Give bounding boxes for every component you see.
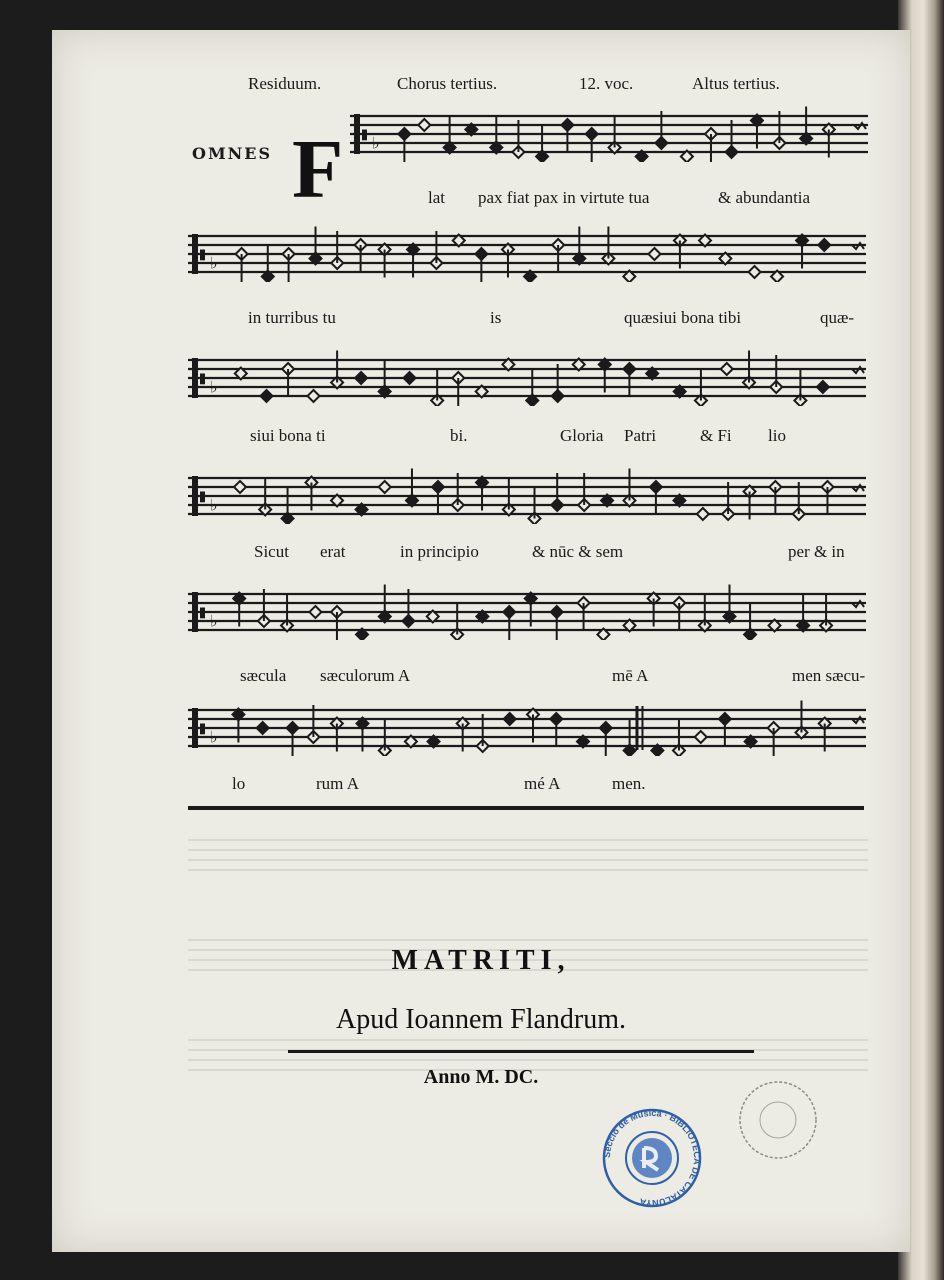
note-head	[697, 508, 709, 520]
note-head	[309, 606, 321, 618]
note-head	[418, 119, 430, 131]
final-barline	[635, 706, 638, 750]
stamp-text: Secció de Música · BIBLIOTECA DE CATALUNYA	[601, 1107, 703, 1209]
note-head	[379, 481, 391, 493]
lyric-line-5	[188, 666, 868, 690]
flat-sign: ♭	[210, 611, 218, 631]
flat-sign: ♭	[210, 727, 218, 747]
lyric-syllable: erat	[320, 542, 346, 561]
lyric-syllable: lio	[768, 426, 786, 445]
lyric-syllable: lat	[428, 188, 445, 207]
end-rule	[188, 806, 864, 810]
clef-mark	[200, 250, 205, 261]
library-stamp	[600, 1106, 704, 1210]
lyric-syllable: mé A	[524, 774, 561, 793]
flat-sign: ♭	[210, 253, 218, 273]
faint-stamp	[736, 1078, 820, 1162]
note-head	[234, 481, 246, 493]
flat-sign: ♭	[210, 377, 218, 397]
lyric-line-1	[188, 188, 868, 212]
lyric-line-2	[188, 308, 868, 332]
music-staff-6	[188, 696, 866, 756]
note-head	[355, 372, 367, 384]
clef-mark	[192, 708, 198, 748]
note-head	[817, 381, 829, 393]
lyric-syllable: siui bona ti	[250, 426, 326, 445]
imprint-rule	[288, 1050, 754, 1053]
score-page	[52, 30, 910, 1252]
clef-mark	[354, 114, 360, 154]
lyric-syllable: pax fiat pax in virtute tua	[478, 188, 650, 207]
note-head	[749, 266, 761, 278]
flat-sign: ♭	[210, 495, 218, 515]
lyric-syllable: in principio	[400, 542, 479, 561]
lyric-syllable: quæ-	[820, 308, 854, 327]
lyric-line-4	[188, 542, 868, 566]
clef-mark	[200, 608, 205, 619]
lyric-syllable: & Fi	[700, 426, 732, 445]
lyric-syllable: bi.	[450, 426, 468, 445]
lyric-syllable: quæsiui bona tibi	[624, 308, 742, 327]
lyric-syllable: per & in	[788, 542, 845, 561]
header-chorus: Chorus tertius.	[397, 74, 498, 93]
lyric-syllable: in turribus tu	[248, 308, 336, 327]
imprint-printer: Apud Ioannem Flandrum.	[335, 1004, 627, 1035]
lyric-syllable: Patri	[624, 426, 657, 445]
music-staff-3	[188, 346, 866, 406]
note-head	[260, 390, 272, 402]
note-head	[404, 372, 416, 384]
clef-mark	[200, 374, 205, 385]
lyric-syllable: Gloria	[560, 426, 604, 445]
music-staff-2	[188, 222, 866, 282]
note-head	[648, 248, 660, 260]
lyric-syllable: mē A	[612, 666, 649, 685]
clef-mark	[192, 234, 198, 274]
note-head	[307, 390, 319, 402]
lyric-syllable: sæculorum A	[320, 666, 411, 685]
lyric-line-6	[188, 774, 868, 798]
final-barline	[641, 706, 643, 750]
lyric-syllable: lo	[232, 774, 246, 793]
imprint-place: MATRITI,	[391, 945, 571, 976]
note-head	[257, 722, 269, 734]
clef-mark	[200, 724, 205, 735]
omnes-label: OMNES	[192, 144, 273, 163]
custos-mark	[852, 367, 864, 373]
music-staff-1	[350, 102, 868, 162]
flat-sign: ♭	[372, 133, 380, 153]
lyric-line-3	[188, 426, 868, 450]
music-staff-4	[188, 464, 866, 524]
clef-mark	[192, 592, 198, 632]
clef-mark	[200, 492, 205, 503]
header-voice: Altus tertius.	[692, 74, 780, 93]
clef-mark	[362, 130, 367, 141]
lyric-syllable: men.	[612, 774, 646, 793]
note-head	[721, 363, 733, 375]
custos-mark	[852, 485, 864, 491]
lyric-syllable: rum A	[316, 774, 359, 793]
page-header	[52, 74, 910, 96]
note-head	[504, 713, 516, 725]
decorated-initial: F	[292, 123, 344, 216]
note-head	[818, 239, 830, 251]
note-head	[695, 731, 707, 743]
lyric-syllable: & abundantia	[718, 188, 811, 207]
header-voc: 12. voc.	[579, 74, 634, 93]
music-staff-5	[188, 580, 866, 640]
lyric-syllable: & nūc & sem	[532, 542, 624, 561]
lyric-syllable: men sæcu-	[792, 666, 866, 685]
lyric-syllable: sæcula	[240, 666, 287, 685]
header-residuum: Residuum.	[248, 74, 322, 93]
imprint-year: Anno M. DC.	[423, 1066, 539, 1088]
clef-mark	[192, 476, 198, 516]
custos-mark	[852, 243, 864, 249]
lyric-syllable: is	[490, 308, 502, 327]
lyric-syllable: Sicut	[254, 542, 289, 561]
clef-mark	[192, 358, 198, 398]
